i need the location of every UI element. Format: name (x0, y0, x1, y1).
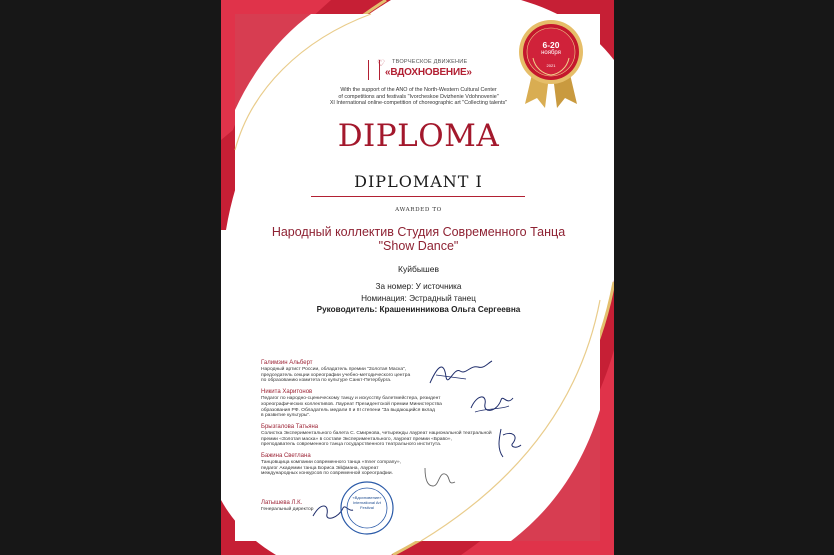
recipient-city: Куйбышев (398, 264, 439, 274)
signature-4 (419, 462, 461, 492)
jury-member (261, 389, 496, 419)
jury-name: Бажина Светлана (261, 453, 311, 460)
jury-desc-line: в развитие культуры". (261, 413, 311, 419)
stamp-text: «Вдохновение» International Art Festival (352, 495, 382, 510)
jury-desc-line: Народный артист России, обладатель премии "Золотая Маска", (261, 367, 407, 372)
divider (311, 196, 525, 197)
organizer-logo (368, 58, 472, 82)
jury-desc-line: педагог Академии танца Бориса Эйфмана, лауреат (261, 465, 379, 471)
jury-member (261, 424, 496, 448)
jury-desc-line: Солистка Экспериментального балета С. Смирнова, четырежды лауреат национальной театральной (261, 430, 492, 436)
support-line: XI International online-competition of choreographic art "Collecting talents" (329, 100, 508, 107)
nomination: Номинация: Эстрадный танец (361, 293, 476, 303)
award-details (261, 281, 576, 316)
jury-desc-line: премии «Золотая маска» в составе Экспериментального, лауреат премии «Браво», (261, 436, 452, 442)
signature-2 (467, 388, 517, 418)
jury-desc-line: Танцовщица компании современного танца «Inner company», (261, 460, 401, 466)
jury-name: Никита Харитонов (261, 389, 313, 396)
jury-desc-line: председатель секции хореографии учебно-методического центра (261, 372, 411, 378)
awarded-to-label: AWARDED TO (395, 207, 442, 213)
jury-desc-line: преподаватель современного танца государственного театрального института. (261, 442, 442, 448)
jury-name: Галимзин Альберт (261, 360, 313, 366)
jury-desc-line: по образованию комитета по культуре Санкт-Петербурга. (261, 378, 392, 384)
recipient-line: "Show Dance" (378, 239, 459, 253)
signature-3 (491, 425, 527, 461)
support-text (281, 87, 556, 107)
jury-desc-line: международных конкурсов по современной хореографии. (261, 471, 393, 477)
jury-name: Брызгалова Татьяна (261, 423, 319, 430)
leader: Руководитель: Крашенинникова Ольга Сергеевна (316, 305, 521, 315)
medal-dates: 6-20 (542, 40, 560, 50)
medal-year: 2021 (546, 63, 556, 68)
logo-tagline: ТВОРЧЕСКОЕ ДВИЖЕНИЕ (392, 59, 468, 65)
support-line: of competitions and festivals "Ivorcheskoe Dvizhenie Vdohnovenie" (338, 93, 499, 100)
recipient-name (241, 225, 596, 253)
heart-icon: ♡ (377, 58, 386, 68)
support-line: With the support of the ANO of the North-Western Cultural Center (340, 87, 497, 93)
jury-desc-line: образования РФ. Обладатель медали II и III степени "За выдающийся вклад (261, 407, 435, 413)
medal-month: ноября (541, 50, 561, 56)
jury-desc-line: Педагог по народно-сценическому танцу и искусству балетмейстера, резидент (261, 396, 441, 402)
diploma-page (221, 0, 614, 555)
performance-number: За номер: У источника (375, 282, 462, 291)
logo-wordmark: «ВДОХНОВЕНИЕ» (385, 67, 472, 78)
director-role: Генеральный директор (261, 507, 314, 512)
jury-desc-line: хореографических коллективов. Лауреат Президентской премии Министерства (261, 401, 442, 407)
diploma-title: DIPLOMA (337, 118, 500, 154)
recipient-line: Народный коллектив Студия Современного Танца (271, 225, 566, 239)
signature-1 (426, 357, 496, 389)
diploma-degree: DIPLOMANT I (354, 172, 483, 191)
director-name: Латышева Л.К. (261, 500, 303, 506)
medal-label (517, 41, 585, 68)
